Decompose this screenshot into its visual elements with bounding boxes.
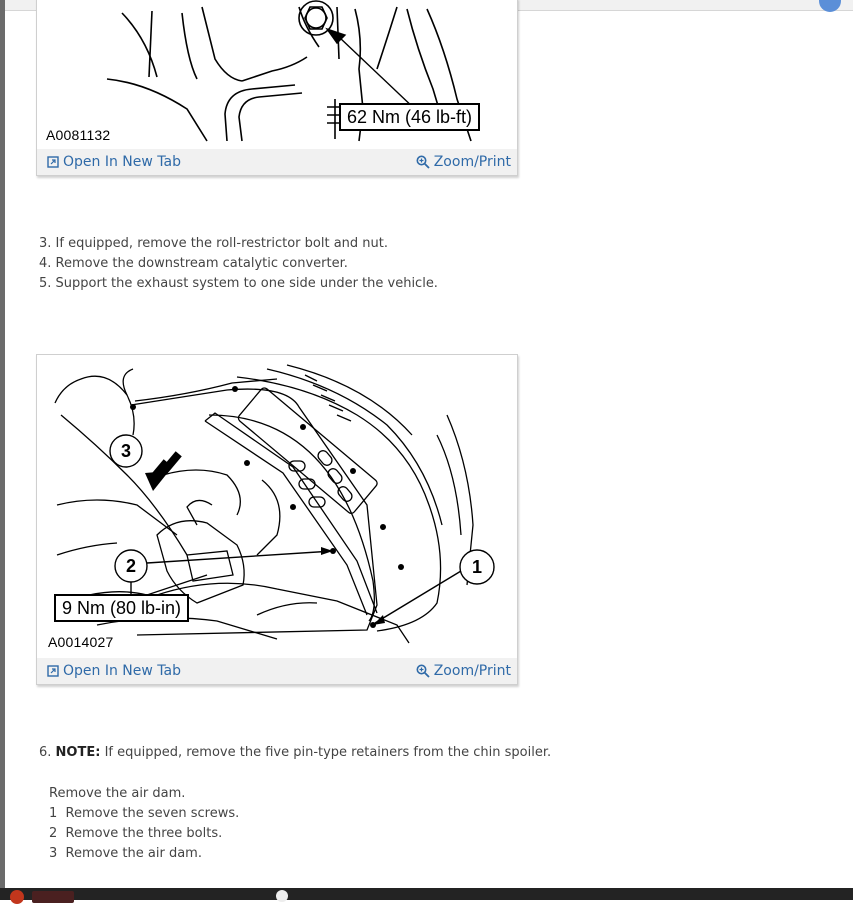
- note-text: If equipped, remove the five pin-type retainers from the chin spoiler.: [104, 745, 552, 760]
- magnifier-icon: [416, 664, 430, 678]
- air-dam-substep-3: 3 Remove the air dam.: [49, 846, 202, 861]
- figure-toolbar: [37, 149, 517, 175]
- step-4: 4. Remove the downstream catalytic converter.: [39, 256, 348, 271]
- figure-illustration: [37, 355, 517, 658]
- figure-a0014027: [36, 354, 518, 685]
- marker-2-label: 2: [125, 556, 137, 576]
- air-dam-title: Remove the air dam.: [49, 786, 186, 801]
- note-label: NOTE:: [55, 745, 101, 760]
- magnifier-icon: [416, 155, 430, 169]
- figure-id-label: A0081132: [46, 127, 111, 143]
- zoom-print-link[interactable]: [416, 154, 511, 170]
- step-6-number: 6.: [39, 745, 52, 760]
- avatar-icon[interactable]: [819, 0, 841, 12]
- air-dam-steps: [49, 784, 239, 864]
- marker-1-label: 1: [471, 557, 483, 577]
- figure-id-label: A0014027: [48, 634, 114, 650]
- open-in-new-tab-link[interactable]: [47, 663, 181, 679]
- left-window-edge: [0, 0, 5, 888]
- step-6: [39, 743, 551, 763]
- open-in-new-tab-label: Open In New Tab: [63, 663, 181, 679]
- zoom-print-link[interactable]: [416, 663, 511, 679]
- open-new-tab-icon: [47, 665, 59, 677]
- steps-list-3-5: [39, 234, 438, 294]
- taskbar-app-button[interactable]: [32, 891, 74, 903]
- zoom-print-label: Zoom/Print: [433, 663, 511, 679]
- open-new-tab-icon: [47, 156, 59, 168]
- torque-callout: 62 Nm (46 lb-ft): [339, 103, 480, 131]
- air-dam-substep-2: 2 Remove the three bolts.: [49, 826, 223, 841]
- step-5: 5. Support the exhaust system to one side under the vehicle.: [39, 276, 438, 291]
- air-dam-substep-1: 1 Remove the seven screws.: [49, 806, 240, 821]
- marker-3-label: 3: [120, 441, 132, 461]
- torque-callout: 9 Nm (80 lb-in): [54, 594, 189, 622]
- figure-a0081132: [36, 0, 518, 176]
- taskbar: [0, 888, 853, 900]
- taskbar-app-icon[interactable]: [10, 890, 24, 904]
- open-in-new-tab-label: Open In New Tab: [63, 154, 181, 170]
- zoom-print-label: Zoom/Print: [433, 154, 511, 170]
- open-in-new-tab-link[interactable]: [47, 154, 181, 170]
- figure-toolbar: [37, 658, 517, 684]
- taskbar-indicator-icon[interactable]: [276, 890, 288, 902]
- step-3: 3. If equipped, remove the roll-restrictor bolt and nut.: [39, 236, 388, 251]
- figure-illustration: [37, 0, 517, 149]
